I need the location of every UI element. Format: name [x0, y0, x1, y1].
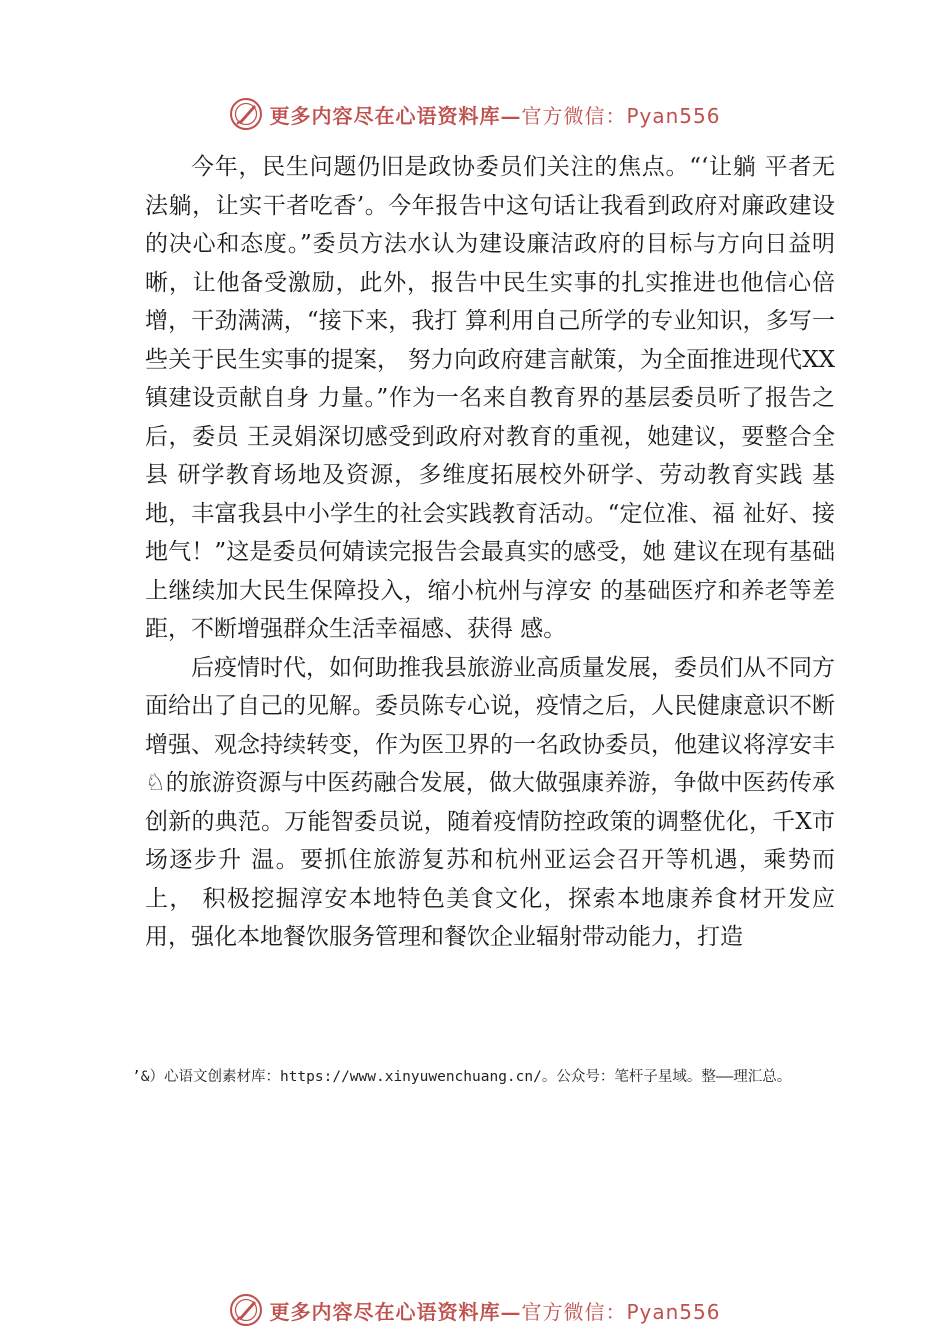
banner-title — [269, 100, 720, 129]
quill-pen-icon — [229, 97, 263, 131]
footer-banner — [0, 1288, 950, 1332]
article-body — [145, 148, 835, 957]
banner-site-text: 更多内容尽在心语资料库 — [269, 103, 501, 128]
quill-pen-icon — [229, 1293, 263, 1327]
header-banner — [0, 92, 950, 136]
footer-dash: — — [500, 1299, 522, 1324]
footer-title — [269, 1296, 720, 1325]
banner-dash: — — [500, 103, 522, 128]
article-paragraph-2: 后疫情时代，如何助推我县旅游业高质量发展，委员们从不同方面给出了自己的见解。委员陈专心说，疫情之后，人民健康意识不断增强、观念持续转变，作为医卫界的一名政协委员，他建议将淳安丰♘的旅游资源与中医药融合发展，做大做强康养游，争做中医药传承创新的典范。万能智委员说，随着疫情防控政策的调整优化，千X市场逐步升 温。要抓住旅游复苏和杭州亚运会召开等机遇，乘势而上， 积极挖掘淳安本地特色美食文化，探索本地康养食材开发应 用，强化本地餐饮服务管理和餐饮企业辐射带动能力，打造 — [145, 654, 835, 950]
article-paragraph-1: 今年，民生问题仍旧是政协委员们关注的焦点。“‘让躺 平者无法躺，让实干者吃香’。今年报告中这句话让我看到政府对廉政建设的决心和态度。”委员方法水认为建设廉洁政府的目标与方向日益明晰，让他备受激励，此外，报告中民生实事的扎实推进也他信心倍增，干劲满满，“接下来，我打 算利用自己所学的专业知识，多写一些关于民生实事的提案， 努力向政府建言献策，为全面推进现代XX镇建设贡献自身 力量。”作为一名来自教育界的基层委员听了报告之后，委员 王灵娟深切感受到政府对教育的重视，她建议，要整合全县 研学教育场地及资源，多维度拓展校外研学、劳动教育实践 基地，丰富我县中小学生的社会实践教育活动。“定位准、福 祉好、接地气！”这是委员何婧读完报告会最真实的感受，她 建议在现有基础上继续加大民生保障投入，缩小杭州与淳安 的基础医疗和养老等差距，不断增强群众生活幸福感、获得 感。 — [145, 154, 835, 642]
footnote: ’&）心语文创素材库：https://www.xinyuwenchuang.cn/。公众号：笔杆子星域。整——理汇总。 — [132, 1069, 792, 1085]
footer-wechat-text: 官方微信：Pyan556 — [521, 1299, 721, 1324]
banner-wechat-text: 官方微信：Pyan556 — [521, 103, 721, 128]
footer-site-text: 更多内容尽在心语资料库 — [269, 1299, 501, 1324]
